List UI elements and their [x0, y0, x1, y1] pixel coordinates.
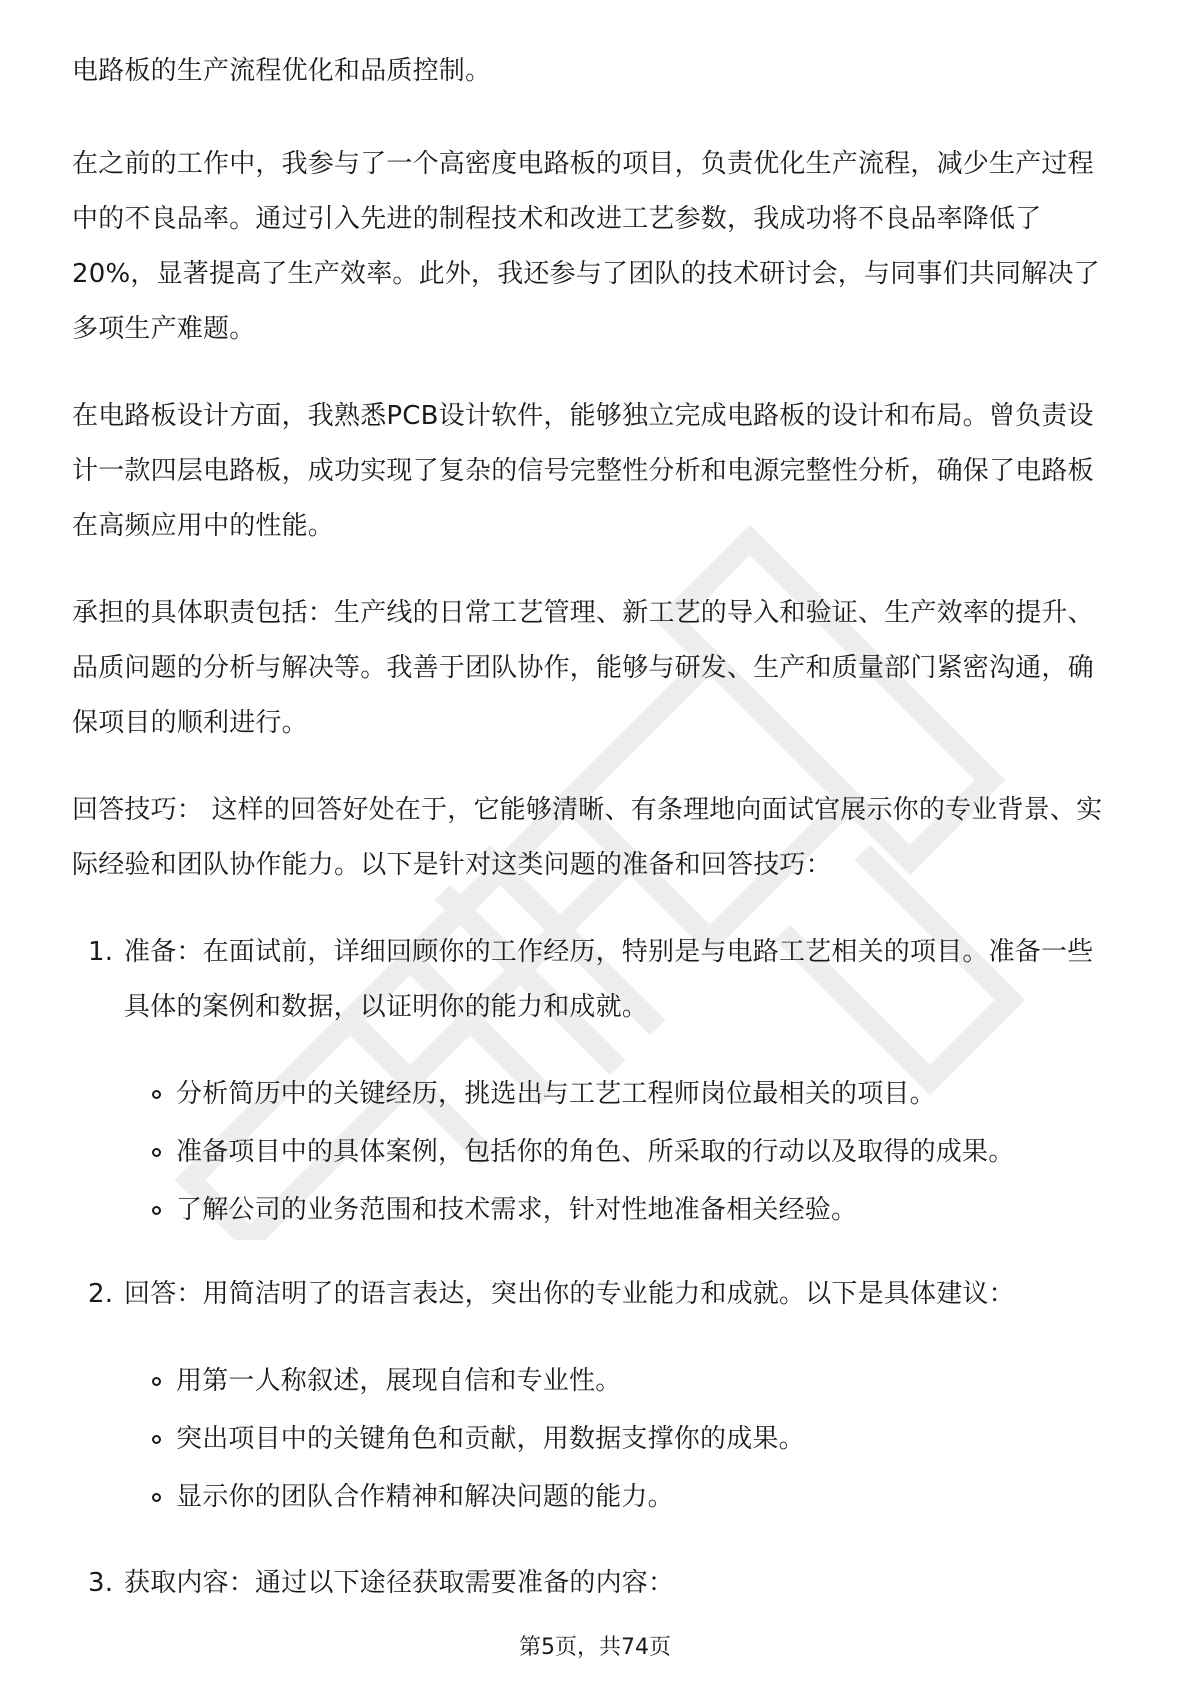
sub-item-text: 突出项目中的关键角色和贡献，用数据支撑你的成果。	[176, 1424, 805, 1454]
sub-item-text: 显示你的团队合作精神和解决问题的能力。	[176, 1482, 674, 1512]
document-body	[72, 44, 1118, 1611]
list-item-answer	[72, 1267, 1118, 1322]
list-item-text: 获取内容：通过以下途径获取需要准备的内容：	[124, 1568, 675, 1598]
paragraph-1: 电路板的生产流程优化和品质控制。	[72, 56, 492, 86]
sub-list-item	[72, 1468, 1118, 1526]
paragraph-2: 在之前的工作中，我参与了一个高密度电路板的项目，负责优化生产流程，减少生产过程中的不良品率。通过引入先进的制程技术和改进工艺参数，我成功将不良品率降低了20%，显著提高了生产效率。此外，我还参与了团队的技术研讨会，与同事们共同解决了多项生产难题。	[72, 149, 1100, 344]
list-item-text: 回答：用简洁明了的语言表达，突出你的专业能力和成就。以下是具体建议：	[124, 1279, 1015, 1309]
sub-item-text: 准备项目中的具体案例，包括你的角色、所采取的行动以及取得的成果。	[176, 1137, 1015, 1167]
sub-list-item	[72, 1410, 1118, 1468]
circle-bullet-icon	[152, 1148, 161, 1157]
circle-bullet-icon	[152, 1493, 161, 1502]
list-item-text: 准备：在面试前，详细回顾你的工作经历，特别是与电路工艺相关的项目。准备一些具体的案例和数据，以证明你的能力和成就。	[124, 937, 1094, 1022]
sub-item-text: 分析简历中的关键经历，挑选出与工艺工程师岗位最相关的项目。	[176, 1079, 936, 1109]
sub-list-item	[72, 1065, 1118, 1123]
list-item-prepare	[72, 925, 1118, 1035]
paragraph-4: 承担的具体职责包括：生产线的日常工艺管理、新工艺的导入和验证、生产效率的提升、品质问题的分析与解决等。我善于团队协作，能够与研发、生产和质量部门紧密沟通，确保项目的顺利进行。	[72, 598, 1094, 738]
circle-bullet-icon	[152, 1377, 161, 1386]
sub-list-prepare	[72, 1065, 1118, 1239]
sub-item-text: 了解公司的业务范围和技术需求，针对性地准备相关经验。	[176, 1195, 858, 1225]
page-number-footer: 第5页，共74页	[519, 1635, 671, 1660]
list-number: 2.	[88, 1279, 114, 1309]
sub-list-item	[72, 1352, 1118, 1410]
circle-bullet-icon	[152, 1090, 161, 1099]
paragraph-3: 在电路板设计方面，我熟悉PCB设计软件，能够独立完成电路板的设计和布局。曾负责设计一款四层电路板，成功实现了复杂的信号完整性分析和电源完整性分析，确保了电路板在高频应用中的性能。	[72, 401, 1094, 541]
list-item-get-content	[72, 1556, 1118, 1611]
circle-bullet-icon	[152, 1435, 161, 1444]
sub-list-item	[72, 1123, 1118, 1181]
paragraph-answer-tips: 回答技巧： 这样的回答好处在于，它能够清晰、有条理地向面试官展示你的专业背景、实际经验和团队协作能力。以下是针对这类问题的准备和回答技巧：	[72, 795, 1103, 880]
sub-list-item	[72, 1181, 1118, 1239]
list-number: 3.	[88, 1568, 114, 1598]
sub-list-answer	[72, 1352, 1118, 1526]
list-number: 1.	[88, 937, 114, 967]
circle-bullet-icon	[152, 1206, 161, 1215]
sub-item-text: 用第一人称叙述，展现自信和专业性。	[176, 1366, 622, 1396]
